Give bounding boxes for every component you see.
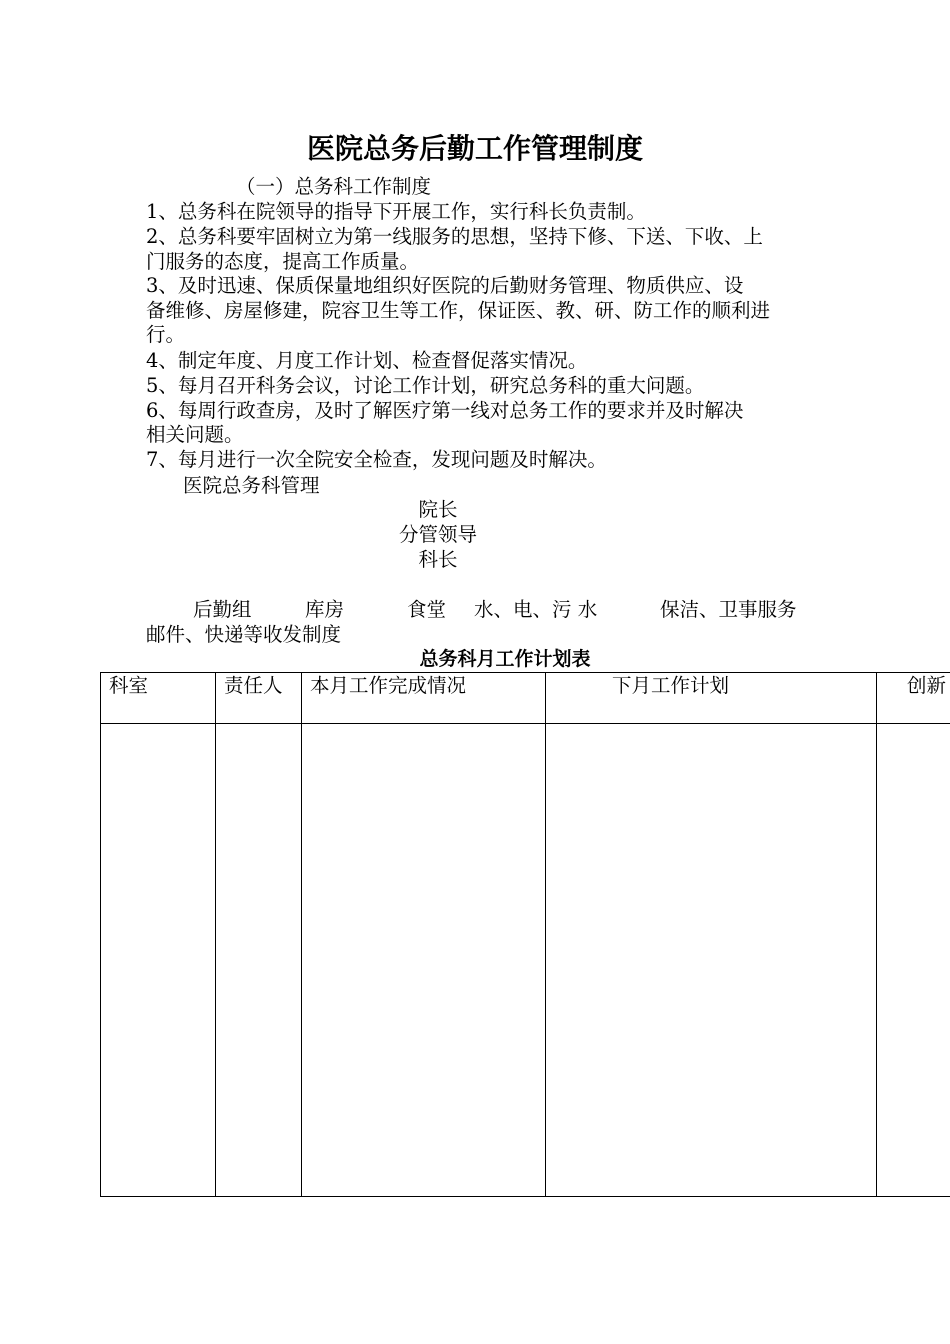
rule-item-2-line-2: 门服务的态度，提高工作质量。 [146,250,420,273]
table-cell[interactable] [877,724,950,1197]
rule-item-3-line-2: 备维修、房屋修建，院容卫生等工作，保证医、教、研、防工作的顺利进 [146,299,771,322]
table-cell[interactable] [216,724,302,1197]
org-unit-logistics: 后勤组 [193,598,252,621]
rule-item-6-line-2: 相关问题。 [146,423,244,446]
org-unit-warehouse: 库房 [305,598,345,621]
header-cell-department: 科室 [101,673,216,724]
plan-table-title: 总务科月工作计划表 [419,648,591,670]
rule-item-5: 5、每月召开科务会议，讨论工作计划，研究总务科的重大问题。 [146,374,705,397]
table-row [101,724,950,1197]
org-level-supervisor: 分管领导 [398,523,477,546]
rule-item-6-line-1: 6、每周行政查房，及时了解医疗第一线对总务工作的要求并及时解决 [146,399,744,422]
header-cell-this-month: 本月工作完成情况 [302,673,546,724]
rule-item-4: 4、制定年度、月度工作计划、检查督促落实情况。 [146,349,588,372]
header-cell-next-month: 下月工作计划 [546,673,877,724]
org-unit-canteen: 食堂 [407,598,447,621]
header-cell-responsible: 责任人 [216,673,302,724]
org-level-director: 院长 [418,498,458,521]
header-cell-innovation: 创新 [877,673,950,724]
table-cell[interactable] [302,724,546,1197]
org-unit-cleaning: 保洁、卫事服务 [660,598,797,621]
table-header-row [101,673,950,724]
monthly-plan-table [100,672,950,1197]
rule-item-3-line-3: 行。 [146,323,186,346]
document-title: 医院总务后勤工作管理制度 [306,132,643,165]
rule-item-7: 7、每月进行一次全院安全检查，发现问题及时解决。 [146,448,607,471]
table-cell[interactable] [546,724,877,1197]
mail-system-line: 邮件、快递等收发制度 [146,623,342,646]
org-heading: 医院总务科管理 [183,474,320,497]
table-cell[interactable] [101,724,216,1197]
rule-item-1: 1、总务科在院领导的指导下开展工作，实行科长负责制。 [146,200,646,223]
rule-item-2-line-1: 2、总务科要牢固树立为第一线服务的思想，坚持下修、下送、下收、上 [146,225,763,248]
org-unit-utilities: 水、电、污 水 [474,598,598,621]
rule-item-3-line-1: 3、及时迅速、保质保量地组织好医院的后勤财务管理、物质供应、设 [146,274,744,297]
org-level-section-chief: 科长 [418,548,458,571]
section-heading: （一）总务科工作制度 [236,175,432,198]
